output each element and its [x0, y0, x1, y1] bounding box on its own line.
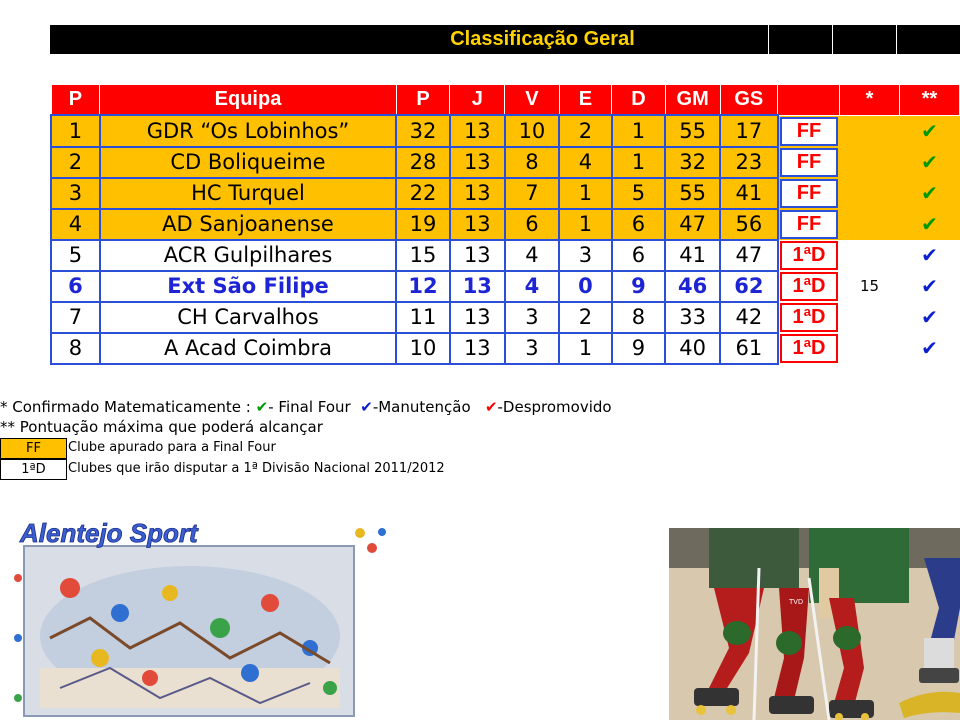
cell-draws: 1	[559, 178, 612, 209]
cell-losses: 8	[612, 302, 665, 333]
cell-wins: 4	[505, 240, 560, 271]
cell-losses: 9	[612, 271, 665, 302]
status-badge-cell	[778, 333, 840, 364]
status-badge: FF	[780, 179, 839, 208]
cell-wins: 3	[505, 302, 560, 333]
col-header-team: Equipa	[100, 85, 396, 116]
cell-points: 11	[396, 302, 450, 333]
cell-goals-against: 41	[720, 178, 777, 209]
status-badge: 1ªD	[780, 303, 839, 332]
cell-team: CH Carvalhos	[100, 302, 396, 333]
legend-max-points: ** Pontuação máxima que poderá alcançar	[0, 418, 323, 436]
cell-points: 32	[396, 115, 450, 147]
cell-pos: 8	[51, 333, 100, 364]
status-badge-cell	[778, 302, 840, 333]
cell-games: 13	[450, 271, 505, 302]
col-header-double-star: **	[900, 85, 960, 116]
legend-key-ff: FF	[0, 438, 67, 459]
cell-draws: 0	[559, 271, 612, 302]
check-icon: ✔	[900, 333, 960, 364]
legend-key-1d-text: Clubes que irão disputar a 1ª Divisão Nacional 2011/2012	[68, 461, 445, 476]
col-header-status	[778, 85, 840, 116]
status-badge-cell	[778, 147, 840, 178]
check-icon: ✔	[900, 178, 960, 209]
check-icon: ✔	[900, 209, 960, 240]
table-header-row	[51, 85, 960, 116]
page-title: Classificação Geral	[450, 28, 635, 50]
col-header-goals-for: GM	[665, 85, 720, 116]
col-header-pos: P	[51, 85, 100, 116]
roller-hockey-photo	[669, 528, 960, 720]
col-header-goals-against: GS	[720, 85, 777, 116]
status-badge-cell	[778, 271, 840, 302]
cell-goals-for: 55	[665, 115, 720, 147]
legend-despromovido: -Despromovido	[497, 398, 612, 416]
status-badge-cell	[778, 178, 840, 209]
cell-team: A Acad Coimbra	[100, 333, 396, 364]
status-badge: 1ªD	[780, 272, 839, 301]
check-icon: ✔	[900, 302, 960, 333]
cell-pos: 7	[51, 302, 100, 333]
cell-star	[839, 115, 899, 147]
status-badge-cell	[778, 115, 840, 147]
cell-goals-for: 41	[665, 240, 720, 271]
cell-goals-against: 47	[720, 240, 777, 271]
cell-star	[839, 209, 899, 240]
table-row	[51, 115, 960, 147]
cell-wins: 3	[505, 333, 560, 364]
table-row	[51, 302, 960, 333]
cell-team: Ext São Filipe	[100, 271, 396, 302]
cell-losses: 5	[612, 178, 665, 209]
cell-wins: 8	[505, 147, 560, 178]
cell-star	[839, 302, 899, 333]
cell-goals-for: 55	[665, 178, 720, 209]
cell-losses: 6	[612, 240, 665, 271]
cell-team: ACR Gulpilhares	[100, 240, 396, 271]
status-badge: 1ªD	[780, 241, 839, 270]
cell-draws: 1	[559, 209, 612, 240]
cell-pos: 2	[51, 147, 100, 178]
table-row	[51, 178, 960, 209]
legend-key-1d: 1ªD	[0, 459, 67, 480]
cell-pos: 6	[51, 271, 100, 302]
cell-games: 13	[450, 209, 505, 240]
cell-goals-for: 33	[665, 302, 720, 333]
cell-draws: 4	[559, 147, 612, 178]
standings-table	[50, 84, 960, 365]
cell-points: 28	[396, 147, 450, 178]
cell-star	[839, 240, 899, 271]
photo-caption: TVD	[789, 599, 803, 606]
cell-team: AD Sanjoanense	[100, 209, 396, 240]
cell-losses: 6	[612, 209, 665, 240]
col-header-draws: E	[559, 85, 612, 116]
cell-goals-for: 46	[665, 271, 720, 302]
cell-games: 13	[450, 147, 505, 178]
table-row	[51, 240, 960, 271]
check-green-icon: ✔	[255, 398, 269, 416]
cell-wins: 7	[505, 178, 560, 209]
cell-team: HC Turquel	[100, 178, 396, 209]
cell-pos: 5	[51, 240, 100, 271]
cell-goals-for: 47	[665, 209, 720, 240]
roller-hockey-illustration	[669, 528, 960, 720]
cell-games: 13	[450, 240, 505, 271]
cell-wins: 4	[505, 271, 560, 302]
table-row	[51, 209, 960, 240]
cell-star	[839, 178, 899, 209]
cell-points: 19	[396, 209, 450, 240]
legend-confirmed	[0, 398, 612, 416]
cell-goals-against: 23	[720, 147, 777, 178]
cell-goals-against: 42	[720, 302, 777, 333]
cell-games: 13	[450, 178, 505, 209]
alentejo-sport-poster	[10, 518, 390, 720]
cell-goals-against: 17	[720, 115, 777, 147]
col-header-points: P	[396, 85, 450, 116]
table-row-highlighted	[51, 271, 960, 302]
check-icon: ✔	[900, 147, 960, 178]
cell-pos: 1	[51, 115, 100, 147]
legend-manutencao: -Manutenção	[372, 398, 471, 416]
cell-pos: 4	[51, 209, 100, 240]
status-badge-cell	[778, 209, 840, 240]
cell-draws: 1	[559, 333, 612, 364]
cell-star	[839, 333, 899, 364]
legend-final-four: - Final Four	[268, 398, 351, 416]
cell-games: 13	[450, 115, 505, 147]
table-row	[51, 333, 960, 364]
cell-draws: 2	[559, 115, 612, 147]
check-icon: ✔	[900, 115, 960, 147]
cell-goals-against: 61	[720, 333, 777, 364]
cell-points: 12	[396, 271, 450, 302]
check-blue-icon: ✔	[360, 398, 373, 416]
poster-illustration	[10, 518, 390, 720]
poster-title: Alentejo Sport	[20, 518, 198, 548]
legend-key-ff-text: Clube apurado para a Final Four	[68, 440, 276, 455]
check-icon: ✔	[900, 271, 960, 302]
col-header-wins: V	[505, 85, 560, 116]
cell-losses: 9	[612, 333, 665, 364]
table-row	[51, 147, 960, 178]
status-badge-cell	[778, 240, 840, 271]
cell-draws: 3	[559, 240, 612, 271]
check-icon: ✔	[900, 240, 960, 271]
cell-games: 13	[450, 333, 505, 364]
title-bar	[50, 25, 960, 54]
cell-goals-against: 56	[720, 209, 777, 240]
cell-points: 10	[396, 333, 450, 364]
cell-goals-for: 40	[665, 333, 720, 364]
cell-wins: 10	[505, 115, 560, 147]
cell-draws: 2	[559, 302, 612, 333]
col-header-games: J	[450, 85, 505, 116]
cell-points: 22	[396, 178, 450, 209]
status-badge: 1ªD	[780, 334, 839, 363]
cell-star	[839, 147, 899, 178]
status-badge: FF	[780, 117, 839, 146]
check-red-icon: ✔	[484, 398, 498, 416]
col-header-star: *	[839, 85, 899, 116]
cell-wins: 6	[505, 209, 560, 240]
legend-prefix: * Confirmado Matematicamente :	[0, 398, 251, 416]
cell-goals-for: 32	[665, 147, 720, 178]
cell-points: 15	[396, 240, 450, 271]
cell-losses: 1	[612, 115, 665, 147]
status-badge: FF	[780, 210, 839, 239]
cell-star: 15	[839, 271, 899, 302]
cell-team: CD Boliqueime	[100, 147, 396, 178]
col-header-losses: D	[612, 85, 665, 116]
cell-team: GDR “Os Lobinhos”	[100, 115, 396, 147]
cell-pos: 3	[51, 178, 100, 209]
cell-losses: 1	[612, 147, 665, 178]
cell-goals-against: 62	[720, 271, 777, 302]
status-badge: FF	[780, 148, 839, 177]
cell-games: 13	[450, 302, 505, 333]
